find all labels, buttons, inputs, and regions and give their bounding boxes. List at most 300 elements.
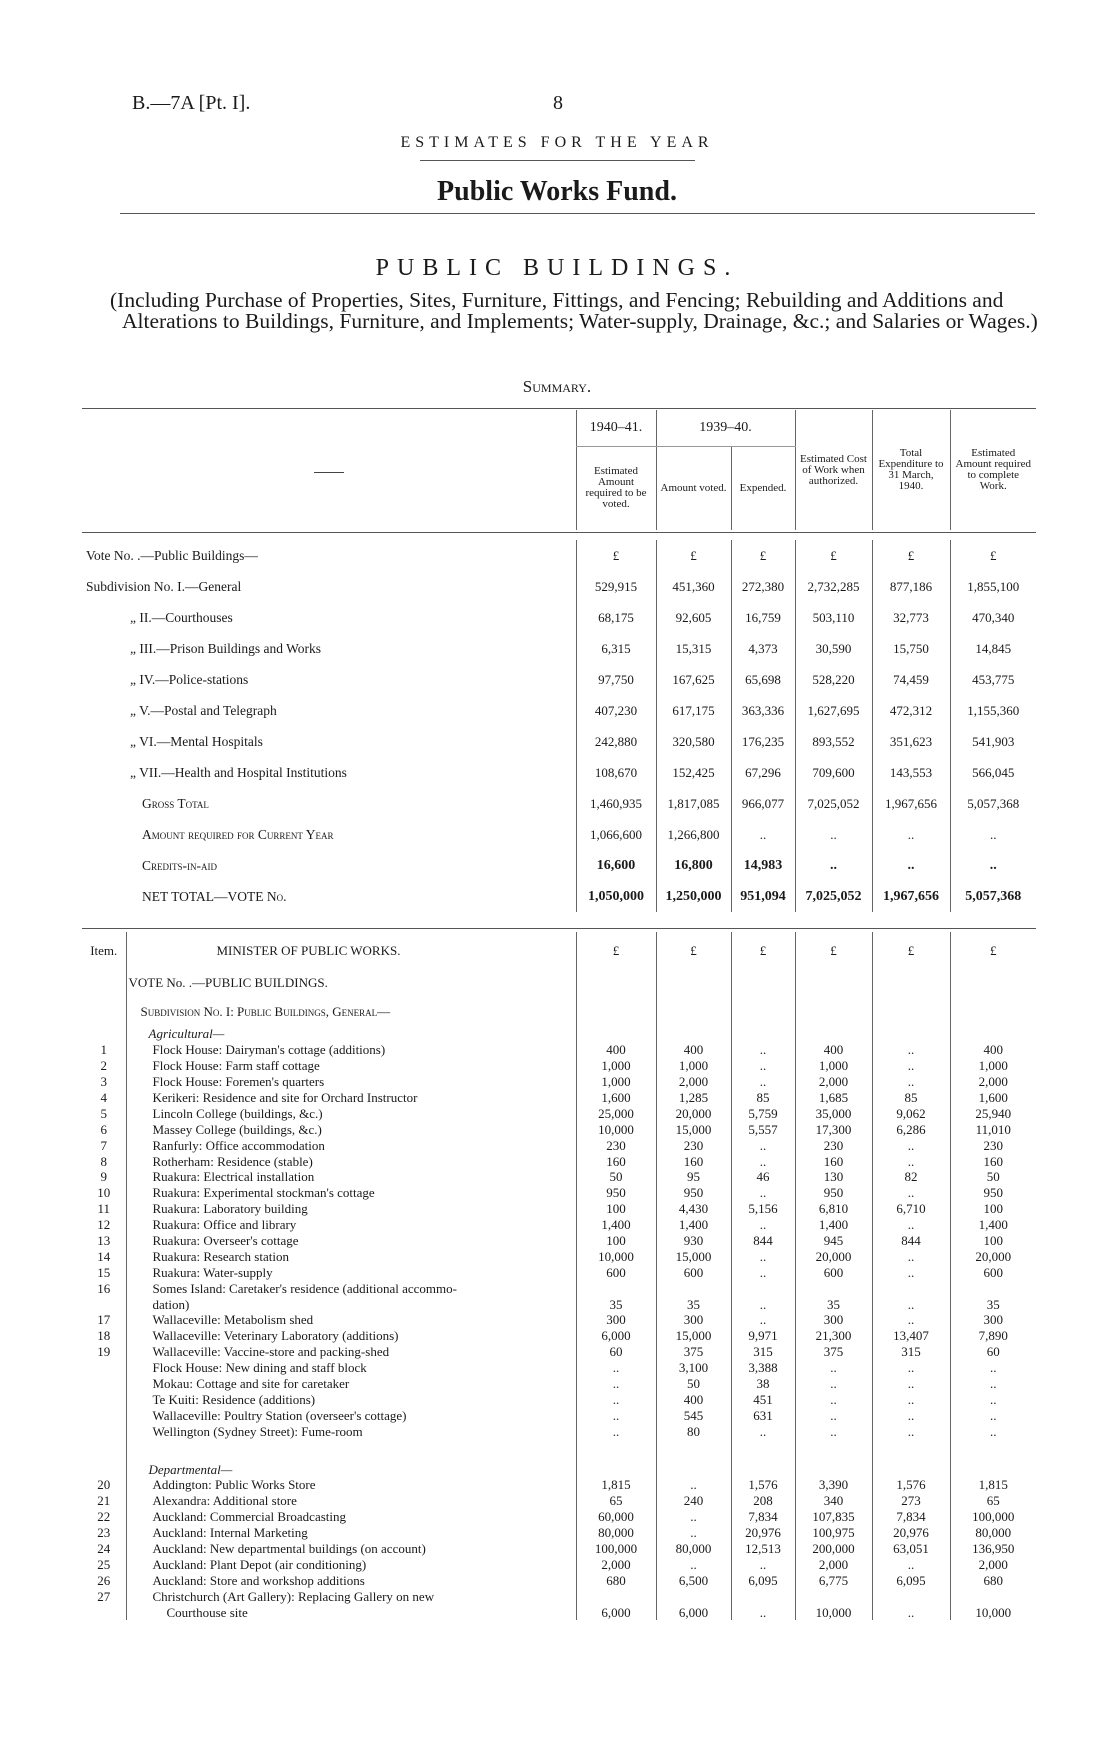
item-value: 160: [950, 1153, 1036, 1169]
summary-label: Summary.: [522, 377, 592, 396]
item-value: 208: [731, 1493, 795, 1509]
item-value: 230: [950, 1137, 1036, 1153]
item-value: 300: [950, 1312, 1036, 1328]
item-value: ..: [872, 1137, 950, 1153]
summary-table: [82, 540, 1036, 912]
summary-value: 1,967,656: [872, 788, 950, 819]
summary-row-label: „ VII.—Health and Hospital Institutions: [130, 764, 347, 780]
summary-value: 6,315: [576, 633, 656, 664]
item-value: 300: [656, 1312, 731, 1328]
item-number: [82, 1296, 126, 1312]
item-value: ..: [872, 1248, 950, 1264]
item-value: 1,815: [950, 1477, 1036, 1493]
item-value: [731, 996, 795, 1026]
item-value: 80,000: [950, 1525, 1036, 1541]
item-value: ..: [872, 1074, 950, 1090]
summary-value: 4,373: [731, 633, 795, 664]
item-value: 160: [576, 1153, 656, 1169]
summary-row: [82, 633, 1036, 664]
summary-value: £: [795, 540, 872, 571]
item-value: 230: [656, 1137, 731, 1153]
item-value: 11,010: [950, 1121, 1036, 1137]
item-number: 13: [97, 1233, 111, 1249]
item-number: 10: [97, 1185, 111, 1201]
item-number: 8: [100, 1153, 107, 1169]
item-value: ..: [576, 1423, 656, 1439]
header-spacer: [82, 410, 576, 530]
item-value: 2,000: [795, 1557, 872, 1573]
summary-row: [82, 695, 1036, 726]
item-description: Ruakura: Electrical installation: [126, 1169, 576, 1185]
item-value: [872, 968, 950, 996]
item-description: Wellington (Sydney Street): Fume-room: [126, 1423, 576, 1439]
item-value: ..: [731, 1557, 795, 1573]
item-description: Ruakura: Office and library: [126, 1217, 576, 1233]
section-title: PUBLIC BUILDINGS.: [375, 255, 739, 281]
summary-value: 709,600: [795, 757, 872, 788]
item-value: [731, 1439, 795, 1461]
detail-row: [82, 1360, 1036, 1376]
item-number: [82, 996, 126, 1026]
item-value: 50: [576, 1169, 656, 1185]
item-number: 27: [97, 1588, 111, 1604]
item-value: [576, 968, 656, 996]
vote-heading: VOTE No. .—PUBLIC BUILDINGS.: [126, 968, 576, 996]
item-value: [950, 1026, 1036, 1042]
col-expended: Expended.: [731, 446, 795, 530]
item-value: 6,000: [656, 1604, 731, 1620]
item-description: Ranfurly: Office accommodation: [126, 1137, 576, 1153]
item-value: ..: [795, 1360, 872, 1376]
document-reference: B.—7A [Pt. I].: [132, 92, 251, 114]
item-number: [82, 1376, 126, 1392]
item-number: [82, 968, 126, 996]
detail-row: [82, 1185, 1036, 1201]
detail-row: [82, 1376, 1036, 1392]
item-value: 2,000: [576, 1557, 656, 1573]
item-description: Auckland: Store and workshop additions: [126, 1572, 576, 1588]
summary-value: 470,340: [950, 602, 1036, 633]
item-value: 1,400: [950, 1217, 1036, 1233]
item-value: ..: [872, 1376, 950, 1392]
item-value: ..: [872, 1360, 950, 1376]
detail-row: [82, 1090, 1036, 1106]
item-value: ..: [731, 1058, 795, 1074]
detail-row: [82, 1461, 1036, 1477]
item-value: 680: [950, 1572, 1036, 1588]
item-value: [950, 1439, 1036, 1461]
summary-value: ..: [731, 819, 795, 850]
item-value: 1,576: [731, 1477, 795, 1493]
item-value: [731, 1461, 795, 1477]
item-value: [576, 1280, 656, 1296]
item-value: 600: [576, 1264, 656, 1280]
item-description: Wallaceville: Vaccine-store and packing-shed: [126, 1344, 576, 1360]
item-value: 85: [872, 1090, 950, 1106]
item-value: 63,051: [872, 1541, 950, 1557]
item-value: 82: [872, 1169, 950, 1185]
subdivision-heading: Subdivision No. I: Public Buildings, General—: [126, 996, 576, 1026]
item-value: 13,407: [872, 1328, 950, 1344]
item-value: ..: [950, 1391, 1036, 1407]
summary-value: 451,360: [656, 571, 731, 602]
item-value: 273: [872, 1493, 950, 1509]
detail-header-row: [82, 932, 1036, 968]
item-value: £: [795, 932, 872, 968]
summary-value: 32,773: [872, 602, 950, 633]
summary-value: 351,623: [872, 726, 950, 757]
item-value: ..: [872, 1296, 950, 1312]
item-value: 25,940: [950, 1105, 1036, 1121]
item-value: 35,000: [795, 1105, 872, 1121]
item-value: 1,000: [656, 1058, 731, 1074]
item-number: [82, 1407, 126, 1423]
item-number: [82, 1423, 126, 1439]
item-value: 950: [795, 1185, 872, 1201]
item-value: 10,000: [576, 1121, 656, 1137]
summary-value: 617,175: [656, 695, 731, 726]
summary-value: 528,220: [795, 664, 872, 695]
item-value: 60,000: [576, 1509, 656, 1525]
agricultural-heading: Agricultural—: [126, 1026, 576, 1042]
item-value: 315: [731, 1344, 795, 1360]
item-value: [576, 1588, 656, 1604]
summary-value: 16,800: [656, 850, 731, 881]
summary-column-header: [82, 410, 1036, 530]
col-1940-41: 1940–41.: [576, 410, 656, 446]
summary-value: 167,625: [656, 664, 731, 695]
item-description: Flock House: New dining and staff block: [126, 1360, 576, 1376]
item-value: 21,300: [795, 1328, 872, 1344]
item-value: [576, 1439, 656, 1461]
item-value: 680: [576, 1572, 656, 1588]
item-column-header: Item.: [90, 942, 118, 958]
item-value: 240: [656, 1493, 731, 1509]
summary-value: 1,066,600: [576, 819, 656, 850]
item-value: 844: [731, 1233, 795, 1249]
item-value: ..: [731, 1217, 795, 1233]
detail-row: [82, 968, 1036, 996]
item-value: 5,156: [731, 1201, 795, 1217]
item-value: [656, 1439, 731, 1461]
summary-value: 1,627,695: [795, 695, 872, 726]
item-value: ..: [872, 1391, 950, 1407]
item-value: 20,000: [795, 1248, 872, 1264]
item-value: [656, 968, 731, 996]
detail-row: [82, 1137, 1036, 1153]
item-value: [950, 1588, 1036, 1604]
item-value: 1,685: [795, 1090, 872, 1106]
item-description: Rotherham: Residence (stable): [126, 1153, 576, 1169]
summary-value: 108,670: [576, 757, 656, 788]
item-value: ..: [731, 1074, 795, 1090]
item-value: 7,834: [872, 1509, 950, 1525]
item-value: 136,950: [950, 1541, 1036, 1557]
summary-value: 67,296: [731, 757, 795, 788]
item-value: [656, 1280, 731, 1296]
summary-value: 7,025,052: [795, 788, 872, 819]
summary-value: 30,590: [795, 633, 872, 664]
item-number: 18: [97, 1328, 111, 1344]
summary-row-label: NET TOTAL—VOTE No.: [142, 888, 287, 904]
item-value: 950: [656, 1185, 731, 1201]
detail-row: [82, 1264, 1036, 1280]
item-description: Addington: Public Works Store: [126, 1477, 576, 1493]
summary-value: ..: [795, 850, 872, 881]
item-description: dation): [126, 1296, 576, 1312]
item-value: 600: [950, 1264, 1036, 1280]
item-number: 15: [97, 1264, 111, 1280]
item-number: 12: [97, 1217, 111, 1233]
summary-value: 966,077: [731, 788, 795, 819]
item-value: 4,430: [656, 1201, 731, 1217]
summary-value: 529,915: [576, 571, 656, 602]
item-value: ..: [731, 1185, 795, 1201]
item-value: 300: [576, 1312, 656, 1328]
summary-value: 2,732,285: [795, 571, 872, 602]
item-value: £: [731, 932, 795, 968]
item-value: 46: [731, 1169, 795, 1185]
item-value: 6,500: [656, 1572, 731, 1588]
item-value: ..: [872, 1058, 950, 1074]
item-value: 5,759: [731, 1105, 795, 1121]
item-description: Wallaceville: Poultry Station (overseer's cottage): [126, 1407, 576, 1423]
item-number: 16: [97, 1280, 111, 1296]
detail-row: [82, 1541, 1036, 1557]
item-value: ..: [872, 1312, 950, 1328]
summary-value: ..: [872, 850, 950, 881]
section-note: (Including Purchase of Properties, Sites, Furniture, Fittings, and Fencing; Rebuilding and Additions and Alterations to Buildings, Furniture, and Implements; Water-supply, Drainage, &c.; and Salaries or Wages.): [110, 288, 1038, 333]
summary-value: 5,057,368: [950, 881, 1036, 912]
detail-row: [82, 1391, 1036, 1407]
summary-value: 68,175: [576, 602, 656, 633]
summary-row-label: „ VI.—Mental Hospitals: [130, 733, 263, 749]
summary-row: [82, 726, 1036, 757]
summary-row: [82, 881, 1036, 912]
departmental-heading: Departmental—: [126, 1461, 576, 1477]
summary-value: 1,817,085: [656, 788, 731, 819]
item-value: 1,600: [576, 1090, 656, 1106]
item-value: ..: [872, 1557, 950, 1573]
detail-row: [82, 1588, 1036, 1604]
item-value: [872, 1588, 950, 1604]
summary-row-label: Credits-in-aid: [142, 857, 217, 873]
item-value: 315: [872, 1344, 950, 1360]
item-value: ..: [731, 1153, 795, 1169]
item-value: ..: [795, 1376, 872, 1392]
item-value: 300: [795, 1312, 872, 1328]
item-value: ..: [872, 1264, 950, 1280]
item-description: Massey College (buildings, &c.): [126, 1121, 576, 1137]
item-value: 200,000: [795, 1541, 872, 1557]
detail-row: [82, 1042, 1036, 1058]
item-value: 930: [656, 1233, 731, 1249]
item-value: 85: [731, 1090, 795, 1106]
item-description: Somes Island: Caretaker's residence (additional accommo-: [126, 1280, 576, 1296]
item-value: 1,400: [656, 1217, 731, 1233]
item-value: 6,286: [872, 1121, 950, 1137]
col-amount-to-complete: Estimated Amount required to complete Work.: [950, 410, 1036, 530]
item-value: 9,062: [872, 1105, 950, 1121]
summary-value: £: [656, 540, 731, 571]
summary-value: £: [872, 540, 950, 571]
item-value: 1,000: [795, 1058, 872, 1074]
item-value: ..: [731, 1042, 795, 1058]
summary-value: £: [731, 540, 795, 571]
item-value: [731, 1588, 795, 1604]
item-value: ..: [576, 1376, 656, 1392]
summary-value: 1,250,000: [656, 881, 731, 912]
fund-title: Public Works Fund.: [437, 176, 677, 207]
col-amount-voted: Amount voted.: [656, 446, 731, 530]
item-value: ..: [731, 1137, 795, 1153]
detail-row: [82, 1169, 1036, 1185]
item-value: 20,976: [872, 1525, 950, 1541]
item-value: [576, 1461, 656, 1477]
item-value: [872, 996, 950, 1026]
item-description: Alexandra: Additional store: [126, 1493, 576, 1509]
item-value: 10,000: [576, 1248, 656, 1264]
item-value: 950: [950, 1185, 1036, 1201]
detail-row: [82, 1296, 1036, 1312]
summary-row-label: Gross Total: [142, 795, 209, 811]
summary-row: [82, 540, 1036, 571]
item-number: 23: [97, 1525, 111, 1541]
item-number: [82, 1604, 126, 1620]
item-value: 6,775: [795, 1572, 872, 1588]
summary-value: 503,110: [795, 602, 872, 633]
summary-row-label: „ IV.—Police-stations: [130, 671, 249, 687]
item-value: [950, 996, 1036, 1026]
item-value: ..: [872, 1217, 950, 1233]
item-value: 60: [950, 1344, 1036, 1360]
summary-row-label: „ II.—Courthouses: [130, 609, 233, 625]
item-value: [950, 1461, 1036, 1477]
summary-value: 566,045: [950, 757, 1036, 788]
item-value: 10,000: [795, 1604, 872, 1620]
item-value: 65: [950, 1493, 1036, 1509]
item-value: ..: [731, 1604, 795, 1620]
item-value: ..: [656, 1557, 731, 1573]
summary-value: 242,880: [576, 726, 656, 757]
item-value: 6,000: [576, 1328, 656, 1344]
detail-table: [82, 932, 1036, 1620]
summary-row-label: „ V.—Postal and Telegraph: [130, 702, 277, 718]
summary-value: 1,855,100: [950, 571, 1036, 602]
item-value: £: [656, 932, 731, 968]
summary-row-label: „ III.—Prison Buildings and Works: [130, 640, 322, 656]
summary-value: 1,155,360: [950, 695, 1036, 726]
item-value: 50: [656, 1376, 731, 1392]
detail-row: [82, 1344, 1036, 1360]
item-value: 1,400: [576, 1217, 656, 1233]
item-value: [872, 1461, 950, 1477]
item-value: 100: [950, 1201, 1036, 1217]
item-value: 20,976: [731, 1525, 795, 1541]
item-description: Auckland: Plant Depot (air conditioning): [126, 1557, 576, 1573]
item-value: ..: [795, 1391, 872, 1407]
divider: [82, 928, 1036, 929]
item-value: 95: [656, 1169, 731, 1185]
summary-value: £: [950, 540, 1036, 571]
item-value: 160: [795, 1153, 872, 1169]
item-value: ..: [731, 1264, 795, 1280]
summary-value: 15,315: [656, 633, 731, 664]
item-value: 1,285: [656, 1090, 731, 1106]
detail-row: [82, 1604, 1036, 1620]
item-value: 25,000: [576, 1105, 656, 1121]
item-value: 631: [731, 1407, 795, 1423]
item-number: [82, 1461, 126, 1477]
item-value: £: [576, 932, 656, 968]
item-value: 945: [795, 1233, 872, 1249]
item-value: [795, 1026, 872, 1042]
item-value: 400: [656, 1391, 731, 1407]
item-number: 1: [100, 1042, 107, 1058]
summary-value: 363,336: [731, 695, 795, 726]
item-number: [82, 1360, 126, 1376]
item-value: 1,576: [872, 1477, 950, 1493]
page-number: 8: [553, 92, 563, 114]
item-value: 375: [656, 1344, 731, 1360]
item-value: 451: [731, 1391, 795, 1407]
item-value: 50: [950, 1169, 1036, 1185]
item-value: 60: [576, 1344, 656, 1360]
item-value: [576, 1026, 656, 1042]
summary-value: £: [576, 540, 656, 571]
item-description: Lincoln College (buildings, &c.): [126, 1105, 576, 1121]
item-value: £: [950, 932, 1036, 968]
item-value: 100,000: [576, 1541, 656, 1557]
summary-value: 16,600: [576, 850, 656, 881]
col-estimated-amount: Estimated Amount required to be voted.: [576, 446, 656, 530]
item-value: 15,000: [656, 1248, 731, 1264]
item-value: ..: [656, 1509, 731, 1525]
item-value: 400: [795, 1042, 872, 1058]
item-description: Auckland: New departmental buildings (on account): [126, 1541, 576, 1557]
col-1939-40: 1939–40.: [656, 410, 795, 446]
item-description: Wallaceville: Veterinary Laboratory (additions): [126, 1328, 576, 1344]
item-value: 6,710: [872, 1201, 950, 1217]
item-value: 6,810: [795, 1201, 872, 1217]
item-value: ..: [872, 1042, 950, 1058]
item-value: [656, 1461, 731, 1477]
item-value: 375: [795, 1344, 872, 1360]
item-value: 100: [576, 1233, 656, 1249]
item-value: 1,000: [950, 1058, 1036, 1074]
item-value: 65: [576, 1493, 656, 1509]
summary-value: 1,460,935: [576, 788, 656, 819]
divider: [120, 213, 1035, 214]
detail-row: [82, 1248, 1036, 1264]
item-value: 35: [795, 1296, 872, 1312]
detail-row: [82, 1525, 1036, 1541]
item-value: ..: [872, 1407, 950, 1423]
spacer: [126, 1439, 576, 1461]
summary-value: 453,775: [950, 664, 1036, 695]
item-value: ..: [576, 1391, 656, 1407]
detail-row: [82, 1026, 1036, 1042]
item-value: 340: [795, 1493, 872, 1509]
item-value: 80: [656, 1423, 731, 1439]
detail-row: [82, 996, 1036, 1026]
item-value: [731, 968, 795, 996]
detail-row: [82, 1407, 1036, 1423]
item-number: 14: [97, 1248, 111, 1264]
summary-value: ..: [950, 850, 1036, 881]
summary-row-label: Vote No. .—Public Buildings—: [86, 547, 258, 563]
summary-row: [82, 664, 1036, 695]
